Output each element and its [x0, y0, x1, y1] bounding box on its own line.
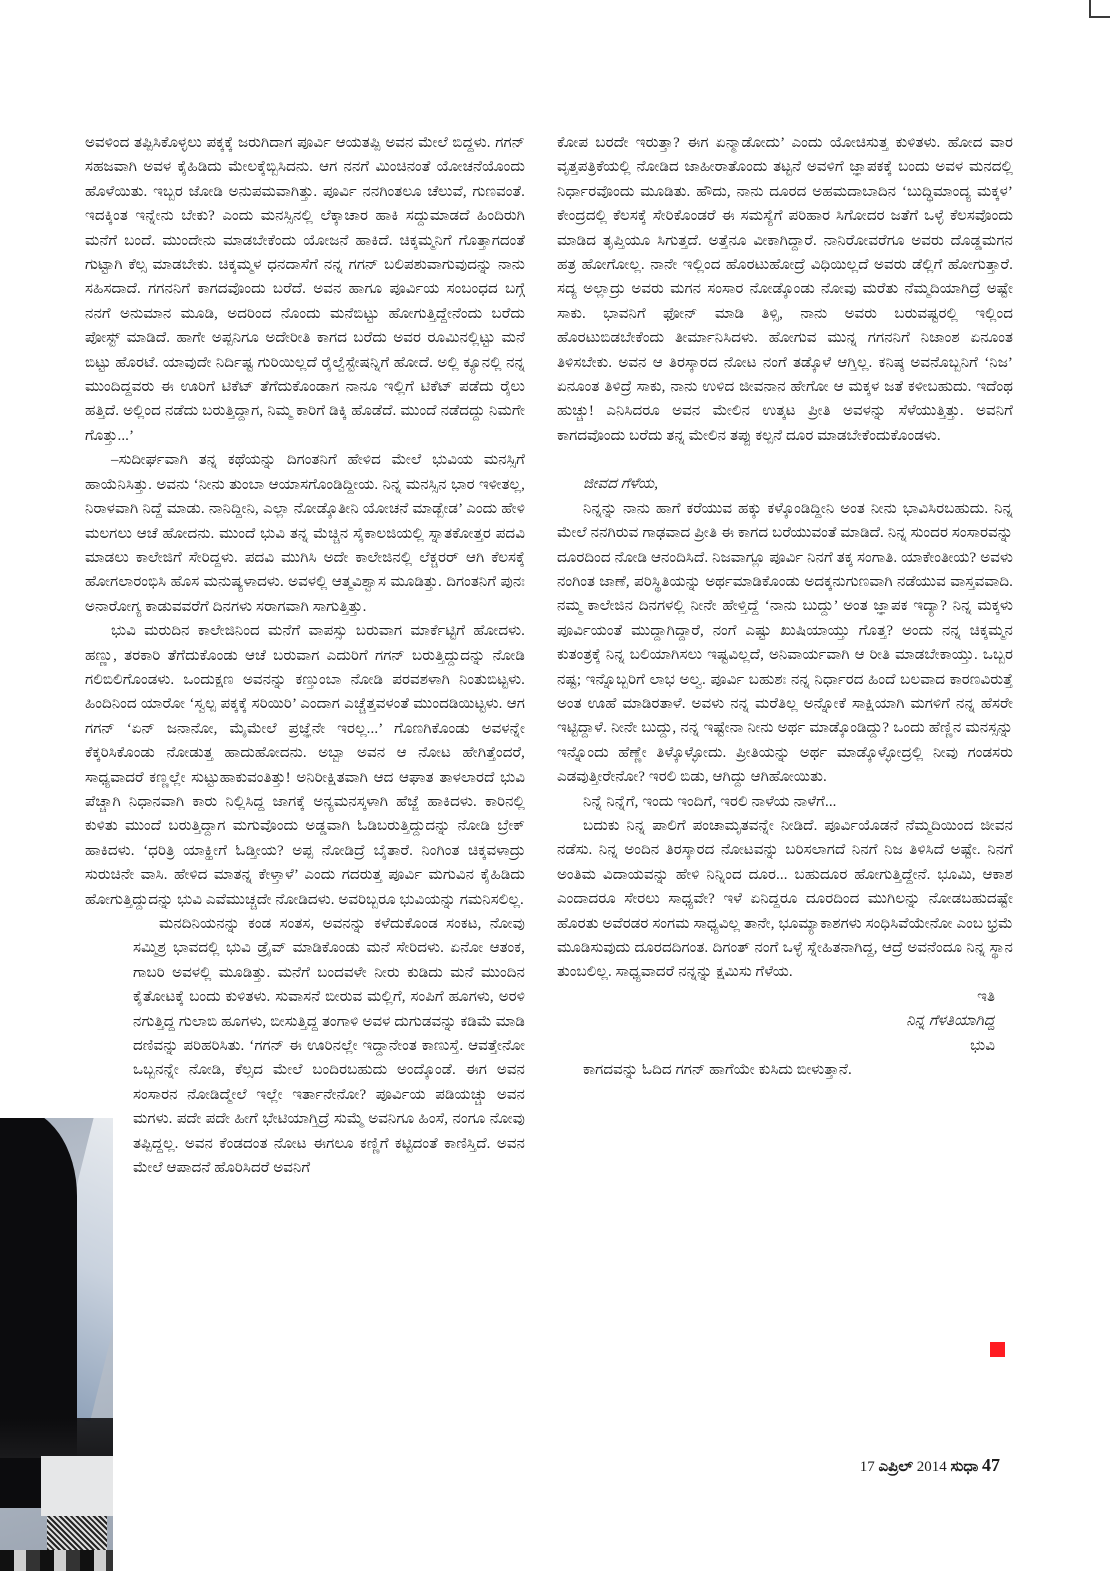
left-column — [85, 131, 525, 1244]
letter-closing-role: ನಿನ್ನ ಗೆಳತಿಯಾಗಿದ್ದ — [906, 1013, 995, 1030]
letter-closing — [557, 985, 1013, 1058]
story-end-marker — [990, 1342, 1005, 1357]
story-paragraph: ಭುವಿ ಮರುದಿನ ಕಾಲೇಜಿನಿಂದ ಮನೆಗೆ ವಾಪಸ್ಸು ಬರುವಾಗ ಮಾರ್ಕೆಟ್ಟಿಗೆ ಹೋದಳು. ಹಣ್ಣು, ತರಕಾರಿ ತೆಗೆದುಕೊಂಡು ಆಚೆ ಬರುವಾಗ ಎದುರಿಗೆ ಗಗನ್ ಬರುತ್ತಿದ್ದುದನ್ನು ನೋಡಿ ಗಲಿಬಿಲಿಗೊಂಡಳು. ಒಂದುಕ್ಷಣ ಅವನನ್ನು ಕಣ್ತುಂಬಾ ನೋಡಿ ಪರವಶಳಾಗಿ ನಿಂತುಬಿಟ್ಟಳು. ಹಿಂದಿನಿಂದ ಯಾರೋ ‘ಸ್ವಲ್ಪ ಪಕ್ಕಕ್ಕೆ ಸರಿಯಿರಿ’ ಎಂದಾಗ ಎಚ್ಚೆತ್ತವಳಂತೆ ಮುಂದಡಿಯಿಟ್ಟಳು. ಆಗ ಗಗನ್ ‘ಏನ್ ಜನಾನೋ, ಮೈಮೇಲೆ ಪ್ರಜ್ಞೆನೇ ಇರಲ್ಲ...’ ಗೊಣಗಿಕೊಂಡು ಅವಳನ್ನೇ ಕೆಕ್ಕರಿಸಿಕೊಂಡು ನೋಡುತ್ತ ಹಾದುಹೋದನು. ಅಬ್ಬಾ ಅವನ ಆ ನೋಟ ಹೇಗಿತ್ತೆಂದರೆ, ಸಾಧ್ಯವಾದರೆ ಕಣ್ಣಲ್ಲೇ ಸುಟ್ಟುಹಾಕುವಂತಿತ್ತು! ಅನಿರೀಕ್ಷಿತವಾಗಿ ಆದ ಆಘಾತ ತಾಳಲಾರದೆ ಭುವಿ ಪೆಚ್ಚಾಗಿ ನಿಧಾನವಾಗಿ ಕಾರು ನಿಲ್ಲಿಸಿದ್ದ ಜಾಗಕ್ಕೆ ಅನ್ಯಮನಸ್ಕಳಾಗಿ ಹೆಜ್ಜೆ ಹಾಕಿದಳು. ಕಾರಿನಲ್ಲಿ ಕುಳಿತು ಮುಂದೆ ಬರುತ್ತಿದ್ದಾಗ ಮಗುವೊಂದು ಅಡ್ಡವಾಗಿ ಓಡಿಬರುತ್ತಿದ್ದುದನ್ನು ನೋಡಿ ಬ್ರೇಕ್ ಹಾಕಿದಳು. ‘ಧರಿತ್ರಿ ಯಾಕ್ಹೀಗೆ ಓಡ್ತೀಯ? ಅಪ್ಪ ನೋಡಿದ್ರೆ ಬೈತಾರೆ. ನಿಂಗಿಂತ ಚಿಕ್ಕವಳಾದ್ರು ಸುರುಚಿನೇ ವಾಸಿ. ಹೇಳಿದ ಮಾತನ್ನ ಕೇಳ್ತಾಳೆ’ ಎಂದು ಗದರುತ್ತ ಪೂರ್ವಿ ಮಗುವಿನ ಕೈಹಿಡಿದು ಹೋಗುತ್ತಿದ್ದುದನ್ನು ಭುವಿ ಎವೆಮುಚ್ಚದೇ ನೋಡಿದಳು. ಅವರಿಬ್ಬರೂ ಭುವಿಯನ್ನು ಗಮನಿಸಲಿಲ್ಲ. — [85, 623, 525, 908]
photo-bottom-strip — [0, 1550, 113, 1571]
story-paragraph: ಮನದಿನಿಯನನ್ನು ಕಂಡ ಸಂತಸ, ಅವನನ್ನು ಕಳೆದುಕೊಂಡ ಸಂಕಟ, ನೋವು ಸಮ್ಮಿಶ್ರ ಭಾವದಲ್ಲಿ ಭುವಿ ಡ್ರೈವ್ ಮಾಡಿಕೊಂಡು ಮನೆ ಸೇರಿದಳು. ಏನೋ ಆತಂಕ, ಗಾಬರಿ ಅವಳಲ್ಲಿ ಮೂಡಿತ್ತು. ಮನೆಗೆ ಬಂದವಳೇ ನೀರು ಕುಡಿದು ಮನೆ ಮುಂದಿನ ಕೈತೋಟಕ್ಕೆ ಬಂದು ಕುಳಿತಳು. ಸುವಾಸನೆ ಬೀರುವ ಮಲ್ಲಿಗೆ, ಸಂಪಿಗೆ ಹೂಗಳು, ಅರಳಿ ನಗುತ್ತಿದ್ದ ಗುಲಾಬಿ ಹೂಗಳು, ಬೀಸುತ್ತಿದ್ದ ತಂಗಾಳಿ ಅವಳ ದುಗುಡವನ್ನು ಕಡಿಮೆ ಮಾಡಿ ದಣಿವನ್ನು ಪರಿಹರಿಸಿತು. ‘ಗಗನ್ ಈ ಊರಿನಲ್ಲೇ ಇದ್ದಾನೇಂತ ಕಾಣುಸ್ತೆ. ಆವತ್ತೇನೋ ಒಬ್ಬನನ್ನೇ ನೋಡಿ, ಕೆಲ್ಸದ ಮೇಲೆ ಬಂದಿರಬಹುದು ಅಂದ್ಕೊಂಡೆ. ಈಗ ಅವನ ಸಂಸಾರನ ನೋಡಿದ್ಮೇಲೆ ಇಲ್ಲೇ ಇರ್ತಾನೇನೋ? ಪೂರ್ವಿಯ ಪಡಿಯಚ್ಚು ಅವನ ಮಗಳು. ಪದೇ ಪದೇ ಹೀಗೆ ಭೇಟಿಯಾಗ್ತಿದ್ರೆ ಸುಮ್ಮೆ ಅವನಿಗೂ ಹಿಂಸೆ, ನಂಗೂ ನೋವು ತಪ್ಪಿದ್ದಲ್ಲ. ಅವನ ಕೆಂಡದಂತ ನೋಟ ಈಗಲೂ ಕಣ್ಣಿಗೆ ಕಟ್ಟಿದಂತೆ ಕಾಣಿಸ್ತಿದೆ. ಅವನ ಮೇಲೆ ಆಪಾದನೆ ಹೊರಿಸಿದರೆ ಅವನಿಗೆ — [133, 916, 525, 1177]
crop-mark-vertical — [1089, 0, 1091, 17]
letter-paragraph: ಬದುಕು ನಿನ್ನ ಪಾಲಿಗೆ ಪಂಚಾಮೃತವನ್ನೇ ನೀಡಿದೆ. ಪೂರ್ವಿಯೊಡನೆ ನೆಮ್ಮದಿಯಿಂದ ಜೀವನ ನಡೆಸು. ನಿನ್ನ ಅಂದಿನ ತಿರಸ್ಕಾರದ ನೋಟವನ್ನು ಬರಿಸಲಾಗದೆ ನಿನಗೆ ನಿಜ ತಿಳಿಸಿದೆ ಅಷ್ಟೇ. ನಿನಗೆ ಅಂತಿಮ ವಿದಾಯವನ್ನು ಹೇಳಿ ನಿನ್ನಿಂದ ದೂರ... ಬಹುದೂರ ಹೋಗುತ್ತಿದ್ದೇನೆ. ಭೂಮಿ, ಆಕಾಶ ಎಂದಾದರೂ ಸೇರಲು ಸಾಧ್ಯವೇ? ಇಳೆ ಏನಿದ್ದರೂ ದೂರದಿಂದ ಮುಗಿಲನ್ನು ನೋಡಬಹುದಷ್ಟೇ ಹೊರತು ಅವೆರಡರ ಸಂಗಮ ಸಾಧ್ಯವಿಲ್ಲ ತಾನೇ, ಭೂಮ್ಯಾಕಾಶಗಳು ಸಂಧಿಸಿವೆಯೇನೋ ಎಂಬ ಭ್ರಮೆ ಮೂಡಿಸುವುದು ದೂರದದಿಗಂತ. ದಿಗಂತ್ ನಂಗೆ ಒಳ್ಳೆ ಸ್ನೇಹಿತನಾಗಿದ್ದ, ಆದ್ರೆ ಅವನೆಂದೂ ನಿನ್ನ ಸ್ಥಾನ ತುಂಬಲಿಲ್ಲ. ಸಾಧ್ಯವಾದರೆ ನನ್ನನ್ನು ಕ್ಷಮಿಸು ಗೆಳೆಯ. — [557, 817, 1013, 981]
story-paragraph: ಅವಳಿಂದ ತಪ್ಪಿಸಿಕೊಳ್ಳಲು ಪಕ್ಕಕ್ಕೆ ಜರುಗಿದಾಗ ಪೂರ್ವಿ ಆಯತಪ್ಪಿ ಅವನ ಮೇಲೆ ಬಿದ್ದಳು. ಗಗನ್ ಸಹಜವಾಗಿ ಅವಳ ಕೈಹಿಡಿದು ಮೇಲಕ್ಕೆಬ್ಬಿಸಿದನು. ಆಗ ನನಗೆ ಮಿಂಚಿನಂತೆ ಯೋಚನೆಯೊಂದು ಹೊಳೆಯಿತು. ಇಬ್ಬರ ಜೋಡಿ ಅನುಪಮವಾಗಿತ್ತು. ಪೂರ್ವಿ ನನಗಿಂತಲೂ ಚೆಲುವೆ, ಗುಣವಂತೆ. ಇದಕ್ಕಿಂತ ಇನ್ನೇನು ಬೇಕು? ಎಂದು ಮನಸ್ಸಿನಲ್ಲಿ ಲೆಕ್ಕಾಚಾರ ಹಾಕಿ ಸದ್ದುಮಾಡದೆ ಹಿಂದಿರುಗಿ ಮನೆಗೆ ಬಂದೆ. ಮುಂದೇನು ಮಾಡಬೇಕೆಂದು ಯೋಜನೆ ಹಾಕಿದೆ. ಚಿಕ್ಕಮ್ಮನಿಗೆ ಗೊತ್ತಾಗದಂತೆ ಗುಟ್ಟಾಗಿ ಕೆಲ್ಸ ಮಾಡಬೇಕು. ಚಿಕ್ಕಮ್ಮಳ ಧನದಾಸೆಗೆ ನನ್ನ ಗಗನ್ ಬಲಿಪಶುವಾಗುವುದನ್ನು ನಾನು ಸಹಿಸದಾದೆ. ಗಗನನಿಗೆ ಕಾಗದವೊಂದು ಬರೆದೆ. ಅವನ ಹಾಗೂ ಪೂರ್ವಿಯ ಸಂಬಂಧದ ಬಗ್ಗೆ ನನಗೆ ಅನುಮಾನ ಮೂಡಿ, ಅದರಿಂದ ನೊಂದು ಮನೆಬಿಟ್ಟು ಹೋಗುತ್ತಿದ್ದೇನೆಂದು ಬರೆದು ಪೋಸ್ಟ್ ಮಾಡಿದೆ. ಹಾಗೇ ಅಪ್ಪನಿಗೂ ಅದೇರೀತಿ ಕಾಗದ ಬರೆದು ಅವರ ರೂಮಿನಲ್ಲಿಟ್ಟು ಮನೆ ಬಿಟ್ಟು ಹೊರಟೆ. ಯಾವುದೇ ನಿರ್ದಿಷ್ಟ ಗುರಿಯಿಲ್ಲದೆ ರೈಲ್ವೆಸ್ಟೇಷನ್ನಿಗೆ ಹೋದೆ. ಅಲ್ಲಿ ಕ್ಯೂನಲ್ಲಿ ನನ್ನ ಮುಂದಿದ್ದವರು ಈ ಊರಿಗೆ ಟಿಕೆಟ್ ತೆಗೆದುಕೊಂಡಾಗ ನಾನೂ ಇಲ್ಲಿಗೆ ಟಿಕೆಟ್ ಪಡೆದು ರೈಲು ಹತ್ತಿದೆ. ಅಲ್ಲಿಂದ ನಡೆದು ಬರುತ್ತಿದ್ದಾಗ, ನಿಮ್ಮ ಕಾರಿಗೆ ಡಿಕ್ಕಿ ಹೊಡೆದೆ. ಮುಂದೆ ನಡೆದದ್ದು ನಿಮಗೇ ಗೊತ್ತು...’ — [85, 135, 525, 444]
letter-salutation: ಜೀವದ ಗೆಳೆಯ, — [583, 476, 659, 493]
photo-light-block — [41, 1456, 113, 1516]
letter-block — [557, 472, 1013, 1058]
crop-mark-horizontal — [1089, 16, 1110, 18]
footer-day: 17 — [859, 1459, 875, 1475]
photo-grain-block — [47, 1516, 107, 1550]
page-footer — [860, 1452, 1000, 1480]
footer-page-number: 47 — [982, 1455, 1000, 1475]
footer-month: ಎಪ್ರಿಲ್ — [878, 1459, 914, 1475]
footer-year: 2014 — [916, 1459, 947, 1475]
photo-text-wrap-spacer — [85, 912, 133, 1244]
footer-magazine-name: ಸುಧಾ — [950, 1459, 979, 1475]
letter-paragraph: ನಿನ್ನನ್ನು ನಾನು ಹಾಗೆ ಕರೆಯುವ ಹಕ್ಕು ಕಳ್ಕೊಂಡಿದ್ದೀನಿ ಅಂತ ನೀನು ಭಾವಿಸಿರಬಹುದು. ನಿನ್ನ ಮೇಲೆ ನನಗಿರುವ ಗಾಢವಾದ ಪ್ರೀತಿ ಈ ಕಾಗದ ಬರೆಯುವಂತೆ ಮಾಡಿದೆ. ನಿನ್ನ ಸುಂದರ ಸಂಸಾರವನ್ನು ದೂರದಿಂದ ನೋಡಿ ಆನಂದಿಸಿದೆ. ನಿಜವಾಗ್ಲೂ ಪೂರ್ವಿ ನಿನಗೆ ತಕ್ಕ ಸಂಗಾತಿ. ಯಾಕೇಂತೀಯ? ಅವಳು ನಂಗಿಂತ ಜಾಣೆ, ಪರಿಸ್ಥಿತಿಯನ್ನು ಅರ್ಥಮಾಡಿಕೊಂಡು ಅದಕ್ಕನುಗುಣವಾಗಿ ನಡೆಯುವ ವಾಸ್ತವವಾದಿ. ನಮ್ಮ ಕಾಲೇಜಿನ ದಿನಗಳಲ್ಲಿ ನೀನೇ ಹೇಳ್ತಿದ್ದೆ ‘ನಾನು ಬುದ್ದು’ ಅಂತ ಜ್ಞಾಪಕ ಇದ್ಯಾ? ನಿನ್ನ ಮಕ್ಕಳು ಪೂರ್ವಿಯಂತೆ ಮುದ್ದಾಗಿದ್ದಾರೆ, ನಂಗೆ ಎಷ್ಟು ಖುಷಿಯಾಯ್ತು ಗೊತ್ತ? ಅಂದು ನನ್ನ ಚಿಕ್ಕಮ್ಮನ ಕುತಂತ್ರಕ್ಕೆ ನಿನ್ನ ಬಲಿಯಾಗಿಸಲು ಇಷ್ಟವಿಲ್ಲದೆ, ಅನಿವಾರ್ಯವಾಗಿ ಆ ರೀತಿ ಮಾಡಬೇಕಾಯ್ತು. ಒಬ್ಬರ ನಷ್ಟ; ಇನ್ನೊಬ್ಬರಿಗೆ ಲಾಭ ಅಲ್ವ. ಪೂರ್ವಿ ಬಹುಶಃ ನನ್ನ ನಿರ್ಧಾರದ ಹಿಂದೆ ಬಲವಾದ ಕಾರಣವಿರುತ್ತೆ ಅಂತ ಊಹೆ ಮಾಡಿರತಾಳೆ. ಅವಳು ನನ್ನ ಮರೆತಿಲ್ಲ ಅನ್ನೋಕೆ ಸಾಕ್ಷಿಯಾಗಿ ಮಗಳಿಗೆ ನನ್ನ ಹೆಸರೇ ಇಟ್ಟಿದ್ದಾಳೆ. ನೀನೇ ಬುದ್ದು, ನನ್ನ ಇಷ್ಟೇನಾ ನೀನು ಅರ್ಥ ಮಾಡ್ಕೊಂಡಿದ್ದು? ಒಂದು ಹೆಣ್ಣಿನ ಮನಸ್ಸನ್ನು ಇನ್ನೊಂದು ಹೆಣ್ಣೇ ತಿಳ್ಕೊಳ್ಳೋದು. ಪ್ರೀತಿಯನ್ನು ಅರ್ಥ ಮಾಡ್ಕೊಳ್ಳೋದ್ರಲ್ಲಿ ನೀವು ಗಂಡಸರು ಎಡವುತ್ತೀರೇನೋ? ಇರಲಿ ಬಿಡು, ಆಗಿದ್ದು ಆಗಿಹೋಯಿತು. — [557, 500, 1013, 786]
right-column — [557, 131, 1013, 1082]
letter-closing-iti: ಇತಿ — [977, 988, 995, 1005]
letter-closing-name: ಭುವಿ — [970, 1037, 995, 1054]
letter-paragraph: ನಿನ್ನೆ ನಿನ್ನೆಗೆ, ಇಂದು ಇಂದಿಗೆ, ಇರಲಿ ನಾಳೆಯ ನಾಳೆಗೆ... — [583, 793, 837, 810]
story-paragraph: –ಸುದೀರ್ಘವಾಗಿ ತನ್ನ ಕಥೆಯನ್ನು ದಿಗಂತನಿಗೆ ಹೇಳಿದ ಮೇಲೆ ಭುವಿಯ ಮನಸ್ಸಿಗೆ ಹಾಯೆನಿಸಿತ್ತು. ಅವನು ‘ನೀನು ತುಂಬಾ ಆಯಾಸಗೊಂಡಿದ್ದೀಯ. ನಿನ್ನ ಮನಸ್ಸಿನ ಭಾರ ಇಳೀತಲ್ಲ, ನಿರಾಳವಾಗಿ ನಿದ್ದೆ ಮಾಡು. ನಾನಿದ್ದೀನಿ, ಎಲ್ಲಾ ನೋಡ್ಕೊತೀನಿ ಯೋಚನೆ ಮಾಡ್ಬೇಡ’ ಎಂದು ಹೇಳಿ ಮಲಗಲು ಆಚೆ ಹೋದನು. ಮುಂದೆ ಭುವಿ ತನ್ನ ಮೆಚ್ಚಿನ ಸೈಕಾಲಜಿಯಲ್ಲಿ ಸ್ನಾತಕೋತ್ತರ ಪದವಿ ಮಾಡಲು ಕಾಲೇಜಿಗೆ ಸೇರಿದ್ದಳು. ಪದವಿ ಮುಗಿಸಿ ಅದೇ ಕಾಲೇಜಿನಲ್ಲಿ ಲೆಕ್ಚರರ್ ಆಗಿ ಕೆಲಸಕ್ಕೆ ಹೋಗಲಾರಂಭಿಸಿ ಹೊಸ ಮನುಷ್ಯಳಾದಳು. ಅವಳಲ್ಲಿ ಆತ್ಮವಿಶ್ವಾಸ ಮೂಡಿತ್ತು. ದಿಗಂತನಿಗೆ ಪುನಃ ಅನಾರೋಗ್ಯ ಕಾಡುವವರೆಗೆ ದಿನಗಳು ಸರಾಗವಾಗಿ ಸಾಗುತ್ತಿತ್ತು. — [85, 452, 525, 615]
photo-shadow — [0, 1418, 113, 1458]
story-final-line: ಕಾಗದವನ್ನು ಓದಿದ ಗಗನ್ ಹಾಗೆಯೇ ಕುಸಿದು ಬೀಳುತ್ತಾನೆ. — [583, 1062, 852, 1079]
story-paragraph: ಕೋಪ ಬರದೇ ಇರುತ್ತಾ? ಈಗ ಏನ್ಮಾಡೋದು’ ಎಂದು ಯೋಚಿಸುತ್ತ ಕುಳಿತಳು. ಹೋದ ವಾರ ವೃತ್ತಪತ್ರಿಕೆಯಲ್ಲಿ ನೋಡಿದ ಜಾಹೀರಾತೊಂದು ತಟ್ಟನೆ ಅವಳಿಗೆ ಜ್ಞಾಪಕಕ್ಕೆ ಬಂದು ಅವಳ ಮನದಲ್ಲಿ ನಿರ್ಧಾರವೊಂದು ಮೂಡಿತು. ಹೌದು, ನಾನು ದೂರದ ಅಹಮದಾಬಾದಿನ ‘ಬುದ್ಧಿಮಾಂದ್ಯ ಮಕ್ಕಳ’ ಕೇಂದ್ರದಲ್ಲಿ ಕೆಲಸಕ್ಕೆ ಸೇರಿಕೊಂಡರೆ ಈ ಸಮಸ್ಯೆಗೆ ಪರಿಹಾರ ಸಿಗೋದರ ಜತೆಗೆ ಒಳ್ಳೆ ಕೆಲಸವೊಂದು ಮಾಡಿದ ತೃಪ್ತಿಯೂ ಸಿಗುತ್ತದೆ. ಅತ್ತೆನೂ ವೀಕಾಗಿದ್ದಾರೆ. ನಾನಿರೋವರೆಗೂ ಅವರು ದೊಡ್ಡಮಗನ ಹತ್ರ ಹೋಗೋಲ್ಲ. ನಾನೇ ಇಲ್ಲಿಂದ ಹೊರಟುಹೋದ್ರೆ ವಿಧಿಯಿಲ್ಲದೆ ಅವರು ಡೆಲ್ಲಿಗೆ ಹೋಗುತ್ತಾರೆ. ಸದ್ಯ ಅಲ್ಲಾದ್ರು ಅವರು ಮಗನ ಸಂಸಾರ ನೋಡ್ಕೊಂಡು ನೋವು ಮರೆತು ನೆಮ್ಮದಿಯಾಗಿದ್ರೆ ಅಷ್ಟೇ ಸಾಕು. ಭಾವನಿಗೆ ಫೋನ್ ಮಾಡಿ ತಿಳ್ಸಿ, ನಾನು ಅವರು ಬರುವಷ್ಟರಲ್ಲಿ ಇಲ್ಲಿಂದ ಹೊರಟುಬಿಡಬೇಕೆಂದು ತೀರ್ಮಾನಿಸಿದಳು. ಹೋಗುವ ಮುನ್ನ ಗಗನನಿಗೆ ನಿಜಾಂಶ ಏನೂಂತ ತಿಳಿಸಬೇಕು. ಅವನ ಆ ತಿರಸ್ಕಾರದ ನೋಟ ನಂಗೆ ತಡ್ಕೊಳೆ ಆಗ್ತಿಲ್ಲ. ಕನಿಷ್ಠ ಅವನೊಬ್ಬನಿಗೆ ‘ನಿಜ’ ಏನೂಂತ ತಿಳಿದ್ರೆ ಸಾಕು, ನಾನು ಉಳಿದ ಜೀವನಾನ ಹೇಗೋ ಆ ಮಕ್ಕಳ ಜತೆ ಕಳೀಬಹುದು. ಇದೆಂಥ ಹುಚ್ಚು! ಎನಿಸಿದರೂ ಅವನ ಮೇಲಿನ ಉತ್ಕಟ ಪ್ರೀತಿ ಅವಳನ್ನು ಸೆಳೆಯುತ್ತಿತ್ತು. ಅವನಿಗೆ ಕಾಗದವೊಂದು ಬರೆದು ತನ್ನ ಮೇಲಿನ ತಪ್ಪು ಕಲ್ಪನೆ ದೂರ ಮಾಡಬೇಕೆಂದುಕೊಂಡಳು. — [557, 135, 1013, 444]
